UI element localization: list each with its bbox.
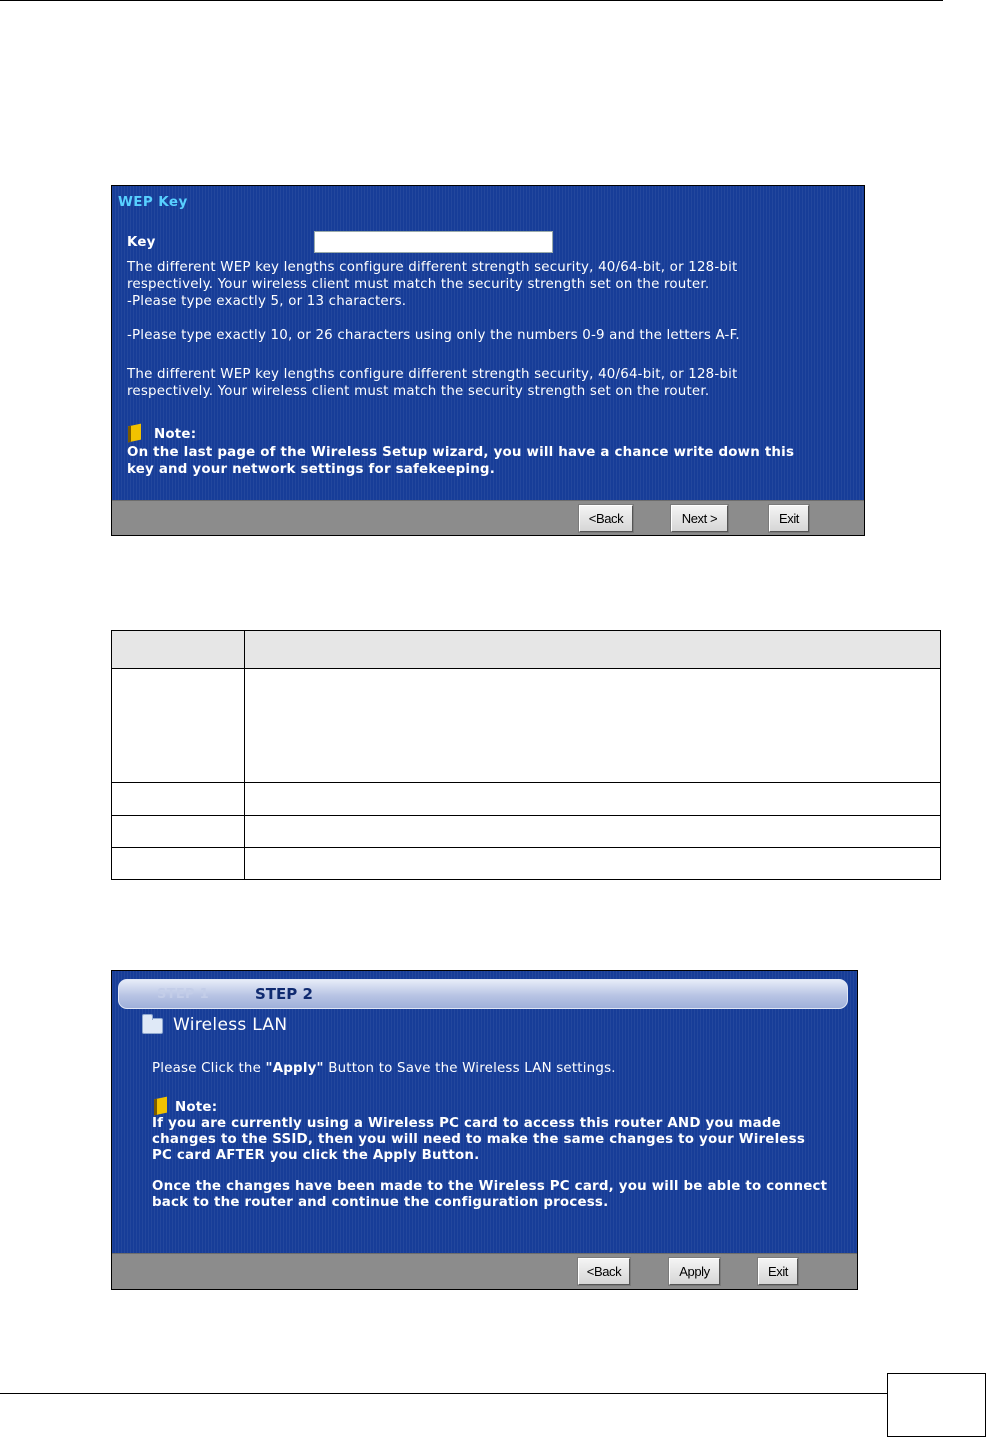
field-description-table [111, 630, 941, 880]
step-2-label: STEP 2 [255, 985, 313, 1003]
table-cell [245, 669, 941, 783]
table-row [112, 848, 941, 880]
next-button[interactable]: Next > [671, 505, 728, 532]
button-bar [112, 1253, 857, 1289]
table-cell [112, 816, 245, 848]
apply-button[interactable]: Apply [669, 1258, 720, 1285]
table-cell [245, 783, 941, 816]
wep-key-title: WEP Key [118, 194, 188, 210]
step-indicator [118, 979, 848, 1009]
key-label: Key [127, 235, 156, 250]
apply-instruction: Please Click the "Apply" Button to Save the Wireless LAN settings. [152, 1061, 616, 1076]
note-text: If you are currently using a Wireless PC card to access this router AND you made changes to the SSID, then you will need to make the same changes to your Wireless PC card AFTER you click the Apply Button. [152, 1116, 805, 1163]
table-row [112, 816, 941, 848]
table-header-row [112, 631, 941, 669]
note-text: On the last page of the Wireless Setup wizard, you will have a chance write down this key and your network settings for safekeeping. [127, 445, 795, 477]
section-title: Wireless LAN [173, 1015, 288, 1035]
hex-key-info: -Please type exactly 10, or 26 characters using only the numbers 0-9 and the letters A-F. [127, 328, 740, 343]
header-rule [0, 0, 943, 1]
step-1-label: STEP 1 [157, 987, 210, 1002]
note-label: Note: [175, 1100, 218, 1115]
table-cell [112, 783, 245, 816]
table-header-cell [112, 631, 245, 669]
exit-button[interactable]: Exit [758, 1258, 798, 1285]
note-icon [154, 1097, 167, 1116]
table-cell [245, 816, 941, 848]
wep-key-panel [111, 185, 865, 536]
table-cell [112, 848, 245, 880]
key-length-info-repeat: The different WEP key lengths configure different strength security, 40/64-bit, or 128-bit respectively. Your wireless client must match the security strength set on the router. [127, 367, 738, 399]
wireless-lan-panel [111, 970, 858, 1290]
table-header-cell [245, 631, 941, 669]
folder-icon [142, 1018, 163, 1034]
back-button[interactable]: <Back [579, 505, 633, 532]
back-button[interactable]: <Back [578, 1258, 630, 1285]
button-bar [112, 500, 864, 535]
table-cell [112, 669, 245, 783]
table-row [112, 669, 941, 783]
page-number-box [887, 1373, 986, 1437]
key-length-info: The different WEP key lengths configure different strength security, 40/64-bit, or 128-bit respectively. Your wireless client must match the security strength set on the router. -Please type exactly 5, or 13 characters. [127, 260, 738, 309]
note-icon [128, 424, 141, 443]
exit-button[interactable]: Exit [769, 505, 809, 532]
key-input[interactable] [314, 231, 553, 253]
footer-rule [0, 1393, 887, 1394]
table-row [112, 783, 941, 816]
table-cell [245, 848, 941, 880]
note-label: Note: [154, 427, 197, 442]
note-text-continued: Once the changes have been made to the Wireless PC card, you will be able to connect back to the router and continue the configuration process. [152, 1179, 828, 1210]
